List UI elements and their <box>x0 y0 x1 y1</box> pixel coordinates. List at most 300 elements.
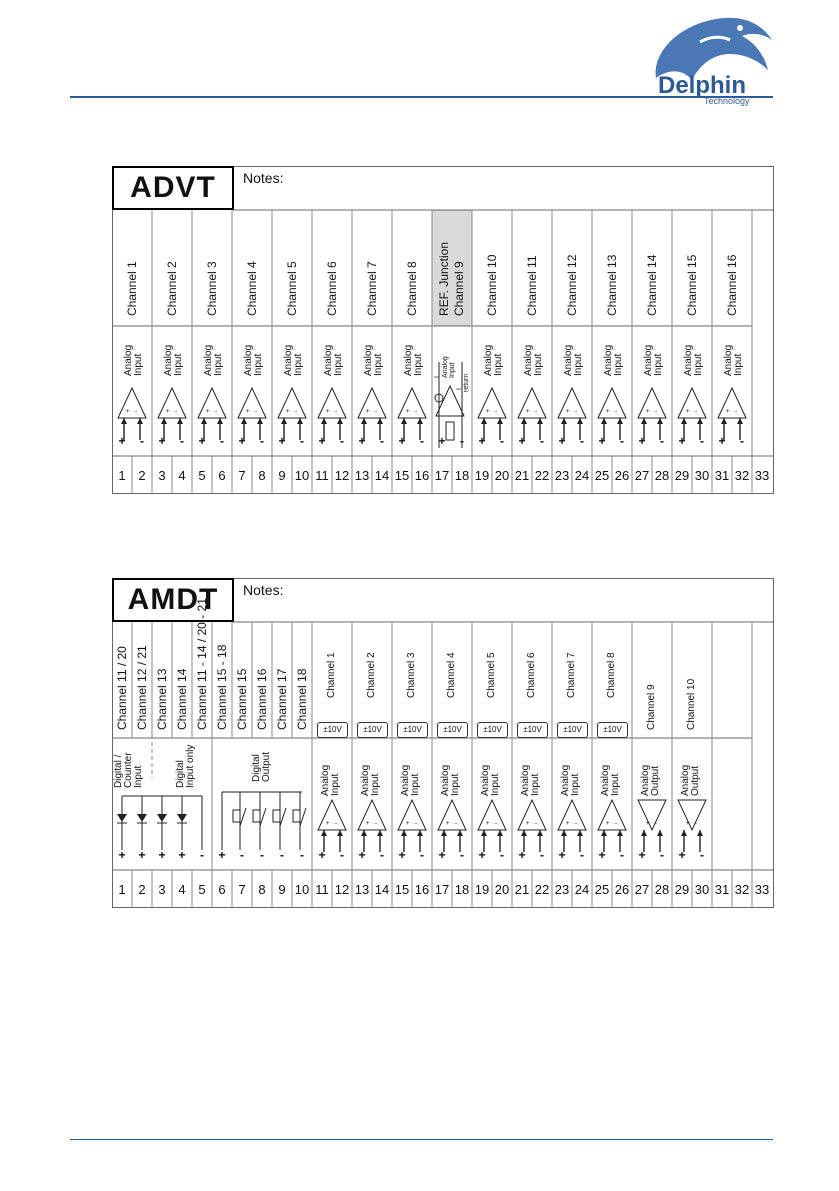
analog-input-label: Input <box>330 773 341 796</box>
terminal-pin-number: 14 <box>374 882 390 897</box>
advt-header-label: Channel 16 <box>725 254 739 316</box>
amdt-header-label: Channel 18 <box>295 668 309 730</box>
ref-current-label: I <box>434 376 441 378</box>
analog-input-label: Analog <box>400 764 411 796</box>
terminal-pin-number: 19 <box>474 882 490 897</box>
analog-input-label: Input <box>493 353 504 376</box>
svg-text:+: + <box>526 409 530 415</box>
terminal-pin-number: 27 <box>634 882 650 897</box>
terminal-pin-number: 16 <box>414 882 430 897</box>
analog-input-label: Analog <box>323 344 334 376</box>
polarity-minus: - <box>340 434 344 448</box>
analog-input-label: Analog <box>363 344 374 376</box>
svg-text:+: + <box>126 409 130 415</box>
analog-input-label: Input <box>413 353 424 376</box>
svg-text:+: + <box>366 409 370 415</box>
analog-input-amplifier <box>518 388 546 440</box>
analog-input-amplifier <box>398 800 426 852</box>
digital-output-label: Output <box>261 751 272 782</box>
advt-header-label: Channel 15 <box>685 254 699 316</box>
terminal-pin-number: 6 <box>218 882 226 897</box>
terminal-pin-number: 24 <box>574 882 590 897</box>
terminal-pin-number: 29 <box>674 468 690 483</box>
svg-text:+: + <box>566 409 570 415</box>
polarity-minus: - <box>620 434 624 448</box>
polarity-minus: - <box>460 434 464 448</box>
analog-output-amplifier <box>638 800 666 852</box>
amdt-header-label: Channel 7 <box>566 652 577 698</box>
range-badge: ±10V <box>437 722 468 738</box>
svg-text:-: - <box>695 821 697 827</box>
polarity-sign: + <box>558 848 566 862</box>
svg-text:+: + <box>606 409 610 415</box>
polarity-minus: - <box>540 434 544 448</box>
terminal-pin-number: 32 <box>734 882 750 897</box>
polarity-minus: - <box>140 434 144 448</box>
analog-input-label: Input <box>613 353 624 376</box>
polarity-minus: - <box>380 434 384 448</box>
advt-notes-label: Notes: <box>243 170 284 186</box>
polarity-minus: - <box>300 434 304 448</box>
svg-text:-: - <box>375 821 377 827</box>
terminal-pin-number: 30 <box>694 882 710 897</box>
analog-input-label: Input <box>733 353 744 376</box>
terminal-pin-number: 3 <box>158 882 166 897</box>
amdt-header-label: Channel 16 <box>255 668 269 730</box>
digital-counter-label: Counter <box>123 752 134 788</box>
polarity-plus: + <box>518 434 526 448</box>
advt-terminal-diagram <box>112 166 774 494</box>
terminal-pin-number: 12 <box>334 882 350 897</box>
analog-input-amplifier <box>118 388 146 440</box>
terminal-pin-number: 9 <box>278 468 286 483</box>
terminal-pin-number: 11 <box>315 882 329 897</box>
analog-input-label: Analog <box>483 344 494 376</box>
polarity-minus: - <box>180 434 184 448</box>
svg-text:-: - <box>655 409 657 415</box>
terminal-pin-number: 31 <box>714 468 730 483</box>
footer-rule <box>70 1139 773 1140</box>
svg-text:-: - <box>735 409 737 415</box>
polarity-minus: - <box>220 434 224 448</box>
analog-input-amplifier <box>438 800 466 852</box>
polarity-sign: + <box>158 848 166 862</box>
analog-input-amplifier <box>318 800 346 852</box>
terminal-pin-number: 25 <box>594 468 610 483</box>
polarity-sign: + <box>598 848 606 862</box>
svg-text:-: - <box>575 409 577 415</box>
amdt-header-label: Channel 3 <box>406 652 417 698</box>
svg-text:+: + <box>646 409 650 415</box>
polarity-sign: - <box>200 848 204 862</box>
svg-text:-: - <box>135 409 137 415</box>
terminal-pin-number: 6 <box>218 468 226 483</box>
terminal-pin-number: 7 <box>238 882 246 897</box>
analog-input-label: Input <box>173 353 184 376</box>
ref-current-return-label: I <box>456 388 463 390</box>
polarity-plus: + <box>478 434 486 448</box>
terminal-pin-number: 14 <box>374 468 390 483</box>
terminal-pin-number: 26 <box>614 468 630 483</box>
advt-header-label: Channel 12 <box>565 254 579 316</box>
analog-input-amplifier <box>198 388 226 440</box>
terminal-pin-number: 32 <box>734 468 750 483</box>
range-badge: ±10V <box>357 722 388 738</box>
polarity-sign: + <box>638 848 646 862</box>
polarity-sign: - <box>240 848 244 862</box>
svg-text:+: + <box>646 821 650 827</box>
analog-input-label: Input <box>450 773 461 796</box>
svg-text:-: - <box>655 821 657 827</box>
advt-header-label: Channel 5 <box>285 261 299 316</box>
polarity-sign: - <box>260 848 264 862</box>
terminal-pin-number: 22 <box>534 882 550 897</box>
svg-text:+: + <box>686 409 690 415</box>
polarity-sign: + <box>478 848 486 862</box>
svg-text:-: - <box>495 409 497 415</box>
amdt-header-label: Channel 1 <box>326 652 337 698</box>
analog-output-label: Output <box>690 765 701 796</box>
analog-input-label: Input <box>570 773 581 796</box>
digital-output-symbols <box>222 792 306 850</box>
terminal-pin-number: 9 <box>278 882 286 897</box>
svg-text:-: - <box>535 409 537 415</box>
polarity-minus: - <box>260 434 264 448</box>
analog-input-label: Analog <box>643 344 654 376</box>
analog-input-label: Analog <box>283 344 294 376</box>
polarity-sign: - <box>340 848 344 862</box>
terminal-pin-number: 28 <box>654 882 670 897</box>
advt-header-label: Channel 8 <box>405 261 419 316</box>
analog-input-label: Analog <box>520 764 531 796</box>
analog-input-label: Input <box>533 353 544 376</box>
svg-text:-: - <box>575 821 577 827</box>
range-badge: ±10V <box>557 722 588 738</box>
analog-input-amplifier <box>238 388 266 440</box>
polarity-sign: - <box>280 848 284 862</box>
analog-input-label: Analog <box>243 344 254 376</box>
amdt-header-label: Channel 14 <box>175 668 189 730</box>
amdt-header-label: Channel 12 / 21 <box>135 645 149 730</box>
terminal-pin-number: 19 <box>474 468 490 483</box>
terminal-pin-number: 24 <box>574 468 590 483</box>
amdt-header-label: Channel 17 <box>275 668 289 730</box>
analog-input-amplifier <box>598 388 626 440</box>
svg-text:-: - <box>615 409 617 415</box>
amdt-header-label: Channel 11 - 14 / 20 - 21 <box>195 598 209 730</box>
analog-input-label: Input <box>653 353 664 376</box>
digital-input-only-label: Input only <box>185 744 196 788</box>
polarity-sign: - <box>540 848 544 862</box>
amdt-title: AMDT <box>127 583 219 616</box>
svg-text:+: + <box>166 409 170 415</box>
amdt-terminal-diagram <box>112 578 774 908</box>
terminal-pin-number: 18 <box>454 882 470 897</box>
digital-output-label: Digital <box>251 754 262 782</box>
terminal-pin-number: 33 <box>754 468 770 483</box>
analog-input-label: Input <box>490 773 501 796</box>
amdt-header-label: Channel 15 <box>235 668 249 730</box>
advt-header-label: Channel 1 <box>125 261 139 316</box>
polarity-plus: + <box>358 434 366 448</box>
analog-input-label: Analog <box>320 764 331 796</box>
terminal-pin-number: 28 <box>654 468 670 483</box>
svg-text:+: + <box>326 821 330 827</box>
analog-input-amplifier <box>158 388 186 440</box>
range-badge: ±10V <box>317 722 348 738</box>
digital-input-symbols <box>117 796 202 850</box>
svg-text:+: + <box>246 409 250 415</box>
digital-counter-label: Digital / <box>113 754 124 788</box>
svg-text:-: - <box>455 821 457 827</box>
svg-text:+: + <box>326 409 330 415</box>
analog-output-label: Analog <box>680 764 691 796</box>
polarity-plus: + <box>718 434 726 448</box>
polarity-plus: + <box>238 434 246 448</box>
svg-text:+: + <box>486 821 490 827</box>
amdt-header-label: Channel 11 / 20 <box>115 646 129 730</box>
range-badge: ±10V <box>397 722 428 738</box>
polarity-plus: + <box>398 434 406 448</box>
svg-text:-: - <box>375 409 377 415</box>
terminal-pin-number: 2 <box>138 468 146 483</box>
digital-counter-label: Input <box>133 765 144 788</box>
analog-input-label: Input <box>133 353 144 376</box>
svg-text:-: - <box>255 409 257 415</box>
polarity-sign: - <box>300 848 304 862</box>
advt-header-label: Channel 4 <box>245 261 259 316</box>
analog-input-label: Input <box>573 353 584 376</box>
polarity-minus: - <box>580 434 584 448</box>
advt-header-label: Channel 9 <box>452 261 466 316</box>
svg-text:+: + <box>726 409 730 415</box>
analog-output-label: Output <box>650 765 661 796</box>
analog-input-label: Analog <box>360 764 371 796</box>
analog-input-amplifier <box>558 800 586 852</box>
polarity-plus: + <box>678 434 686 448</box>
amdt-header-label: Channel 2 <box>366 652 377 698</box>
terminal-pin-number: 12 <box>334 468 350 483</box>
analog-input-label: Input <box>693 353 704 376</box>
terminal-pin-number: 21 <box>514 468 530 483</box>
terminal-pin-number: 20 <box>494 882 510 897</box>
svg-text:+: + <box>566 821 570 827</box>
polarity-plus: + <box>438 434 446 448</box>
amdt-header-label: Channel 9 <box>646 684 657 730</box>
terminal-pin-number: 20 <box>494 468 510 483</box>
terminal-pin-number: 17 <box>434 468 450 483</box>
range-badge: ±10V <box>477 722 508 738</box>
polarity-plus: + <box>318 434 326 448</box>
svg-text:+: + <box>206 409 210 415</box>
analog-input-label: Analog <box>163 344 174 376</box>
terminal-pin-number: 33 <box>754 882 770 897</box>
terminal-pin-number: 15 <box>394 882 410 897</box>
terminal-pin-number: 21 <box>514 882 530 897</box>
analog-input-label: Analog <box>203 344 214 376</box>
svg-text:-: - <box>335 821 337 827</box>
polarity-sign: - <box>420 848 424 862</box>
amdt-header-label: Channel 6 <box>526 652 537 698</box>
polarity-sign: + <box>358 848 366 862</box>
analog-input-label: Input <box>253 353 264 376</box>
amdt-notes-label: Notes: <box>243 582 284 598</box>
polarity-sign: - <box>700 848 704 862</box>
polarity-sign: - <box>660 848 664 862</box>
terminal-pin-number: 23 <box>554 882 570 897</box>
analog-input-label: Analog <box>683 344 694 376</box>
analog-input-amplifier <box>598 800 626 852</box>
amdt-header-label: Channel 13 <box>155 668 169 730</box>
svg-text:+: + <box>366 821 370 827</box>
analog-input-amplifier <box>518 800 546 852</box>
polarity-sign: + <box>518 848 526 862</box>
range-badge: ±10V <box>517 722 548 738</box>
terminal-pin-number: 15 <box>394 468 410 483</box>
analog-input-label: Analog <box>600 764 611 796</box>
analog-input-label: Input <box>213 353 224 376</box>
polarity-plus: + <box>638 434 646 448</box>
amdt-header-label: Channel 15 - 18 <box>215 644 229 730</box>
terminal-pin-number: 4 <box>178 468 186 483</box>
terminal-pin-number: 23 <box>554 468 570 483</box>
polarity-minus: - <box>740 434 744 448</box>
terminal-pin-number: 8 <box>258 468 266 483</box>
analog-input-label: Analog <box>603 344 614 376</box>
advt-title: ADVT <box>130 171 216 204</box>
analog-input-label: Input <box>333 353 344 376</box>
polarity-sign: - <box>380 848 384 862</box>
terminal-pin-number: 8 <box>258 882 266 897</box>
terminal-pin-number: 31 <box>714 882 730 897</box>
terminal-pin-number: 1 <box>118 882 126 897</box>
analog-input-label: Input <box>610 773 621 796</box>
analog-output-label: Analog <box>640 764 651 796</box>
amdt-header-label: Channel 8 <box>606 652 617 698</box>
advt-header-label: Channel 2 <box>165 261 179 316</box>
advt-header-label: Channel 13 <box>605 254 619 316</box>
analog-input-amplifier <box>638 388 666 440</box>
terminal-pin-number: 18 <box>454 468 470 483</box>
terminal-pin-number: 27 <box>634 468 650 483</box>
svg-text:+: + <box>406 821 410 827</box>
analog-input-amplifier <box>318 388 346 440</box>
terminal-pin-number: 5 <box>198 468 206 483</box>
polarity-plus: + <box>158 434 166 448</box>
brand-tagline: Technology <box>704 96 750 106</box>
analog-input-label: Analog <box>480 764 491 796</box>
analog-input-amplifier <box>358 388 386 440</box>
polarity-sign: + <box>678 848 686 862</box>
svg-text:+: + <box>286 409 290 415</box>
advt-header-label: Channel 3 <box>205 261 219 316</box>
terminal-pin-number: 29 <box>674 882 690 897</box>
terminal-pin-number: 3 <box>158 468 166 483</box>
polarity-sign: - <box>580 848 584 862</box>
terminal-pin-number: 13 <box>354 882 370 897</box>
svg-text:-: - <box>415 821 417 827</box>
analog-input-label: Input <box>293 353 304 376</box>
svg-text:+: + <box>606 821 610 827</box>
svg-text:-: - <box>695 409 697 415</box>
ref-return-label: return <box>463 373 470 392</box>
analog-input-amplifier <box>398 388 426 440</box>
analog-input-label: Input <box>410 773 421 796</box>
analog-input-label: Input <box>370 773 381 796</box>
analog-input-amplifier <box>478 388 506 440</box>
polarity-minus: - <box>660 434 664 448</box>
analog-input-label: Analog <box>403 344 414 376</box>
svg-text:+: + <box>446 821 450 827</box>
polarity-minus: - <box>420 434 424 448</box>
terminal-pin-number: 11 <box>315 468 329 483</box>
advt-header-label: Channel 7 <box>365 261 379 316</box>
polarity-sign: - <box>460 848 464 862</box>
terminal-pin-number: 25 <box>594 882 610 897</box>
terminal-pin-number: 17 <box>434 882 450 897</box>
svg-text:-: - <box>335 409 337 415</box>
terminal-pin-number: 26 <box>614 882 630 897</box>
svg-text:-: - <box>415 409 417 415</box>
terminal-pin-number: 30 <box>694 468 710 483</box>
analog-input-amplifier <box>358 800 386 852</box>
analog-input-label: Analog <box>123 344 134 376</box>
terminal-pin-number: 22 <box>534 468 550 483</box>
ref-input-label: Input <box>449 362 456 378</box>
analog-input-label: Analog <box>560 764 571 796</box>
analog-input-amplifier <box>678 388 706 440</box>
terminal-pin-number: 13 <box>354 468 370 483</box>
analog-input-label: Input <box>373 353 384 376</box>
polarity-sign: + <box>178 848 186 862</box>
amdt-header-label: Channel 10 <box>686 678 697 730</box>
polarity-plus: + <box>598 434 606 448</box>
polarity-sign: + <box>398 848 406 862</box>
polarity-sign: - <box>500 848 504 862</box>
advt-header-label: Channel 14 <box>645 254 659 316</box>
svg-text:-: - <box>495 821 497 827</box>
delphin-logo <box>640 12 780 108</box>
terminal-pin-number: 10 <box>294 882 310 897</box>
advt-header-label: Channel 6 <box>325 261 339 316</box>
amdt-header-label: Channel 5 <box>486 652 497 698</box>
ref-analog-label: Analog <box>442 356 449 378</box>
polarity-sign: + <box>218 848 226 862</box>
terminal-pin-number: 16 <box>414 468 430 483</box>
terminal-pin-number: 2 <box>138 882 146 897</box>
polarity-plus: + <box>118 434 126 448</box>
analog-input-amplifier <box>718 388 746 440</box>
advt-header-label: Channel 10 <box>485 254 499 316</box>
terminal-pin-number: 10 <box>294 468 310 483</box>
range-badge: ±10V <box>597 722 628 738</box>
terminal-pin-number: 4 <box>178 882 186 897</box>
amdt-header-label: Channel 4 <box>446 652 457 698</box>
svg-text:-: - <box>175 409 177 415</box>
terminal-pin-number: 5 <box>198 882 206 897</box>
analog-input-amplifier <box>478 800 506 852</box>
svg-text:+: + <box>686 821 690 827</box>
svg-text:+: + <box>406 409 410 415</box>
polarity-plus: + <box>278 434 286 448</box>
advt-header-label: Channel 11 <box>525 255 539 316</box>
polarity-sign: - <box>620 848 624 862</box>
polarity-sign: + <box>318 848 326 862</box>
analog-input-label: Analog <box>723 344 734 376</box>
analog-input-label: Input <box>530 773 541 796</box>
analog-output-amplifier <box>678 800 706 852</box>
terminal-pin-number: 7 <box>238 468 246 483</box>
